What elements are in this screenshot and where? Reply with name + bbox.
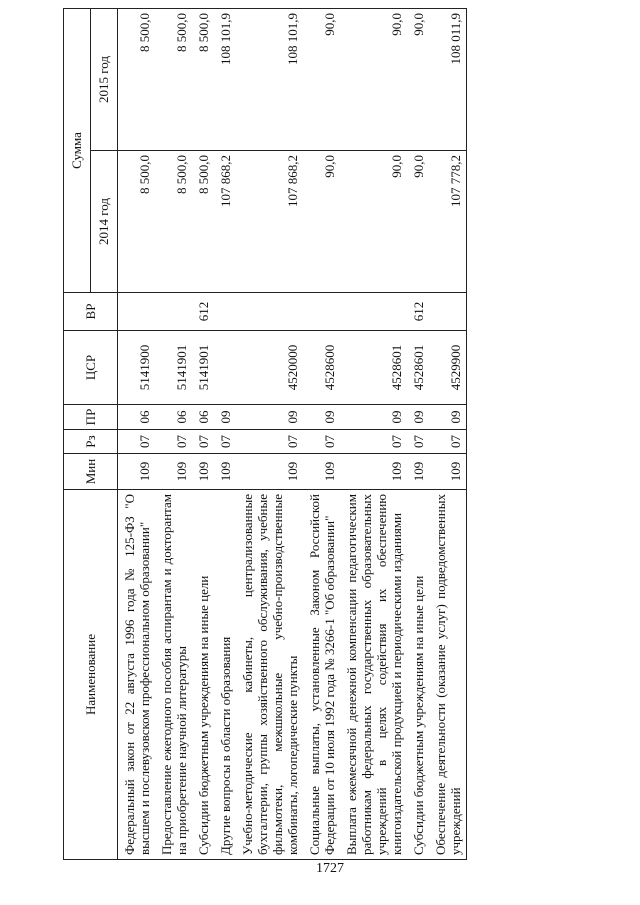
row-sum-2015: 8 500,0: [192, 9, 214, 151]
header-pr: ПР: [64, 405, 118, 430]
header-min: Мин: [64, 454, 118, 490]
row-csr: 4529900: [429, 331, 467, 405]
row-vr: [155, 293, 192, 331]
table-header: [64, 9, 118, 860]
row-rz: 07: [303, 430, 340, 454]
row-name: Учебно-методические кабинеты, централизованные бухгалтерии, группы хозяйственного обслуживания, учебные фильмотеки, межшкольные учебно-производственные комбинаты, логопедические пункты: [236, 490, 303, 860]
row-sum-2014: 8 500,0: [192, 151, 214, 293]
table-row: [407, 9, 429, 860]
row-rz: 07: [429, 430, 467, 454]
row-csr: [214, 331, 236, 405]
row-pr: 09: [407, 405, 429, 430]
row-min: 109: [214, 454, 236, 490]
row-pr: 09: [236, 405, 303, 430]
row-min: 109: [407, 454, 429, 490]
row-rz: 07: [407, 430, 429, 454]
table-row: [192, 9, 214, 860]
row-pr: 09: [214, 405, 236, 430]
row-csr: 4520000: [236, 331, 303, 405]
row-min: 109: [429, 454, 467, 490]
row-min: 109: [192, 454, 214, 490]
row-sum-2015: 8 500,0: [155, 9, 192, 151]
row-sum-2015: 90,0: [340, 9, 407, 151]
table-row: [429, 9, 467, 860]
row-sum-2014: 8 500,0: [118, 151, 156, 293]
row-sum-2015: 108 011,9: [429, 9, 467, 151]
table-row: [236, 9, 303, 860]
row-vr: [214, 293, 236, 331]
row-min: 109: [236, 454, 303, 490]
row-name: Обеспечение деятельности (оказание услуг) подведомственных учреждений: [429, 490, 467, 860]
row-sum-2015: 90,0: [407, 9, 429, 151]
table-row: [214, 9, 236, 860]
row-sum-2014: 90,0: [340, 151, 407, 293]
header-sum: Сумма: [64, 9, 91, 293]
row-sum-2015: 108 101,9: [236, 9, 303, 151]
row-sum-2014: 107 868,2: [214, 151, 236, 293]
budget-table: [63, 8, 467, 860]
row-csr: 4528600: [303, 331, 340, 405]
row-name: Федеральный закон от 22 августа 1996 года № 125-ФЗ "О высшем и послевузовском профессиональном образовании": [118, 490, 156, 860]
page-number: 1727: [316, 861, 344, 876]
row-min: 109: [303, 454, 340, 490]
row-csr: 5141900: [118, 331, 156, 405]
header-rz: Рз: [64, 430, 118, 454]
row-sum-2014: 90,0: [407, 151, 429, 293]
row-name: Субсидии бюджетным учреждениям на иные цели: [192, 490, 214, 860]
row-vr: [303, 293, 340, 331]
row-vr: [236, 293, 303, 331]
header-2015: 2015 год: [91, 9, 118, 151]
row-rz: 07: [340, 430, 407, 454]
row-vr: 612: [407, 293, 429, 331]
row-name: Выплата ежемесячной денежной компенсации педагогическим работникам федеральных государственных образовательных учреждений в целях содействия их обеспечению книгоиздательской продукцией и периодическими изданиями: [340, 490, 407, 860]
table-row: [303, 9, 340, 860]
row-min: 109: [118, 454, 156, 490]
row-sum-2015: 90,0: [303, 9, 340, 151]
header-vr: ВР: [64, 293, 118, 331]
row-csr: 4528601: [407, 331, 429, 405]
header-csr: ЦСР: [64, 331, 118, 405]
row-rz: 07: [192, 430, 214, 454]
header-2014: 2014 год: [91, 151, 118, 293]
table-row: [155, 9, 192, 860]
header-name: Наименование: [64, 490, 118, 860]
row-pr: 09: [429, 405, 467, 430]
row-sum-2014: 8 500,0: [155, 151, 192, 293]
row-vr: [429, 293, 467, 331]
row-name: Социальные выплаты, установленные Законом Российской Федерации от 10 июля 1992 года № 3266-1 "Об образовании": [303, 490, 340, 860]
row-rz: 07: [214, 430, 236, 454]
row-rz: 07: [118, 430, 156, 454]
row-pr: 09: [303, 405, 340, 430]
row-name: Другие вопросы в области образования: [214, 490, 236, 860]
row-csr: 5141901: [155, 331, 192, 405]
row-min: 109: [155, 454, 192, 490]
row-name: Субсидии бюджетным учреждениям на иные цели: [407, 490, 429, 860]
row-sum-2015: 8 500,0: [118, 9, 156, 151]
row-min: 109: [340, 454, 407, 490]
row-name: Предоставление ежегодного пособия аспирантам и докторантам на приобретение научной литературы: [155, 490, 192, 860]
row-sum-2014: 107 778,2: [429, 151, 467, 293]
row-pr: 09: [340, 405, 407, 430]
row-pr: 06: [118, 405, 156, 430]
row-vr: 612: [192, 293, 214, 331]
row-rz: 07: [236, 430, 303, 454]
row-sum-2015: 108 101,9: [214, 9, 236, 151]
row-csr: 4528601: [340, 331, 407, 405]
row-sum-2014: 107 868,2: [236, 151, 303, 293]
table-body: [118, 9, 467, 860]
table-row: [340, 9, 407, 860]
table-row: [118, 9, 156, 860]
row-pr: 06: [192, 405, 214, 430]
row-csr: 5141901: [192, 331, 214, 405]
row-rz: 07: [155, 430, 192, 454]
row-vr: [340, 293, 407, 331]
row-pr: 06: [155, 405, 192, 430]
row-sum-2014: 90,0: [303, 151, 340, 293]
row-vr: [118, 293, 156, 331]
